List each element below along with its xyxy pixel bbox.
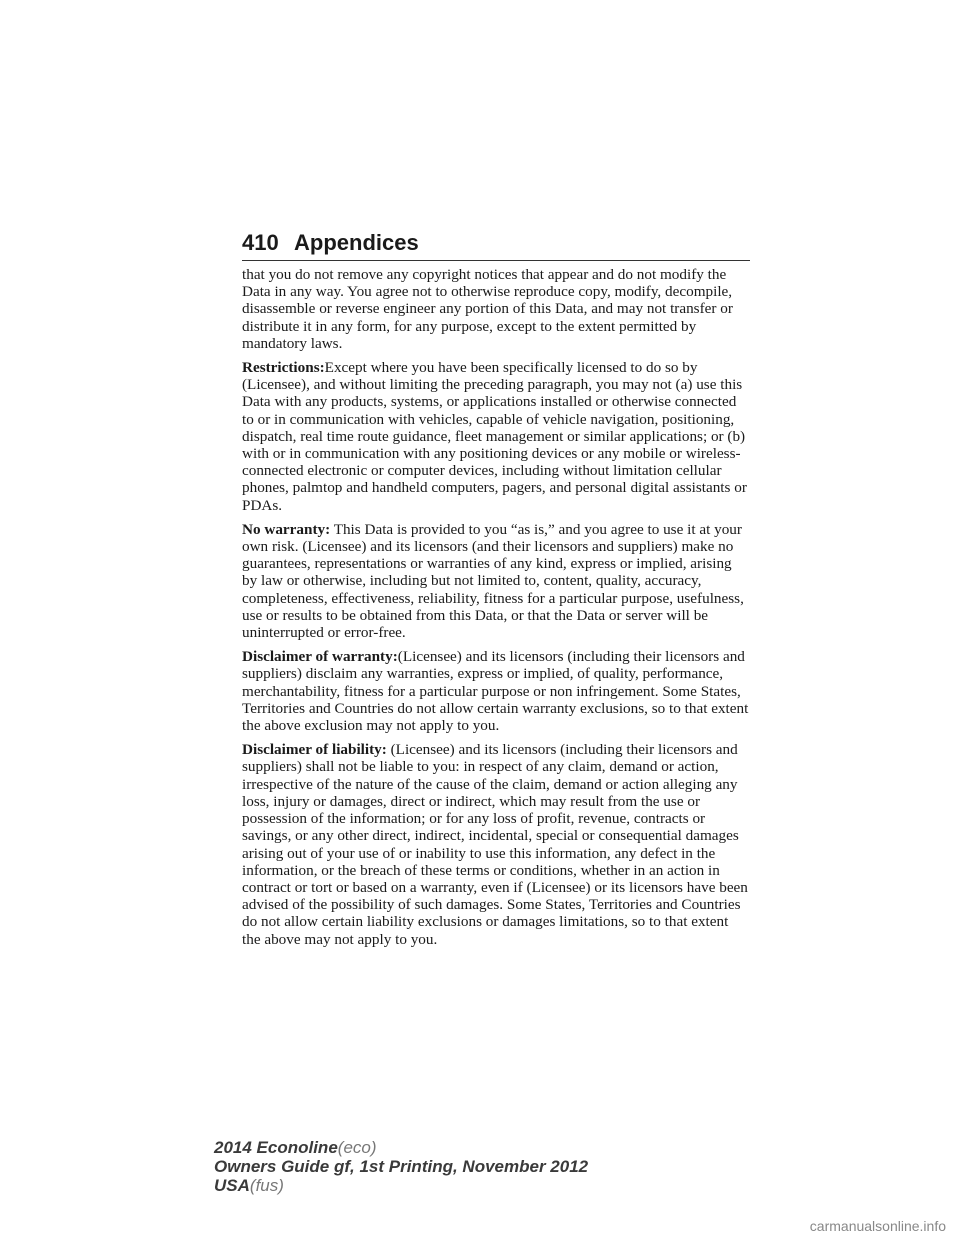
paragraph-text: This Data is provided to you “as is,” and you agree to use it at your own risk. (Licensee) and its licensors (and their licensors and suppliers) make no guarantees, representations or warranties of any kind, express or implied, arising by law or otherwise, including but not limited to, content, quality, accuracy, completeness, effectiveness, reliability, fitness for a particular purpose, usefulness, use or results to be obtained from this Data, or that the Data or server will be uninterrupted or error-free. [242, 520, 744, 642]
footer-line-model [214, 1138, 588, 1157]
paragraph-restrictions [242, 359, 750, 514]
paragraph-text: that you do not remove any copyright notices that appear and do not modify the Data in any way. You agree not to otherwise reproduce copy, modify, decompile, disassemble or reverse engineer any portion of this Data, and may not transfer or distribute it in any form, for any purpose, except to the extent permitted by mandatory laws. [242, 266, 733, 352]
watermark-text: carmanualsonline.info [809, 1218, 946, 1234]
paragraph-text: (Licensee) and its licensors (including their licensors and suppliers) shall not be liable to you: in respect of any claim, demand or action, irrespective of the nature of the cause of the claim, demand or action alleging any loss, injury or damages, direct or indirect, which may result from the use or possession of the information; or for any loss of profit, revenue, contracts or savings, or any other direct, indirect, incidental, special or consequential damages arising out of your use of or inability to use this information, any defect in the information, or the breach of these terms or conditions, whether in an action in contract or tort or based on a warranty, even if (Licensee) or its licensors have been advised of the possibility of such damages. Some States, Territories and Countries do not allow certain liability exclusions or damages limitations, so to that extent the above may not apply to you. [242, 741, 748, 948]
footer-line-market [214, 1176, 588, 1195]
paragraph-lead: Disclaimer of liability: [242, 741, 387, 759]
section-title: Appendices [294, 230, 419, 255]
paragraph-continuation [242, 266, 750, 352]
page-number: 410 [242, 230, 279, 255]
paragraph-disclaimer-warranty [242, 648, 750, 734]
paragraph-lead: No warranty: [242, 520, 331, 538]
footer-model-name: 2014 Econoline [214, 1138, 338, 1157]
paragraph-text: Except where you have been specifically licensed to do so by (Licensee), and without limiting the preceding paragraph, you may not (a) use this Data with any products, systems, or applications installed or otherwise connected to or in communication with vehicles, capable of vehicle navigation, positioning, dispatch, real time route guidance, fleet management or similar applications; or (b) with or in communication with any positioning devices or any mobile or wireless-connected electronic or computer devices, including without limitation cellular phones, palmtop and handheld computers, pagers, and personal digital assistants or PDAs. [242, 359, 747, 514]
paragraph-disclaimer-liability [242, 741, 750, 947]
paragraph-lead: Disclaimer of warranty: [242, 648, 398, 666]
document-body [242, 266, 750, 955]
page-header [242, 228, 750, 261]
print-footer [214, 1138, 588, 1195]
paragraph-text: (Licensee) and its licensors (including their licensors and suppliers) disclaim any warranties, express or implied, of quality, performance, merchantability, fitness for a particular purpose or non infringement. Some States, Territories and Countries do not allow certain warranty exclusions, so to that extent the above exclusion may not apply to you. [242, 648, 749, 735]
paragraph-no-warranty [242, 521, 750, 641]
footer-model-code: (eco) [337, 1138, 377, 1157]
footer-line-printing: Owners Guide gf, 1st Printing, November 2012 [214, 1157, 589, 1176]
footer-market-name: USA [214, 1176, 250, 1195]
paragraph-lead: Restrictions: [242, 359, 325, 377]
footer-market-code: (fus) [249, 1176, 284, 1195]
